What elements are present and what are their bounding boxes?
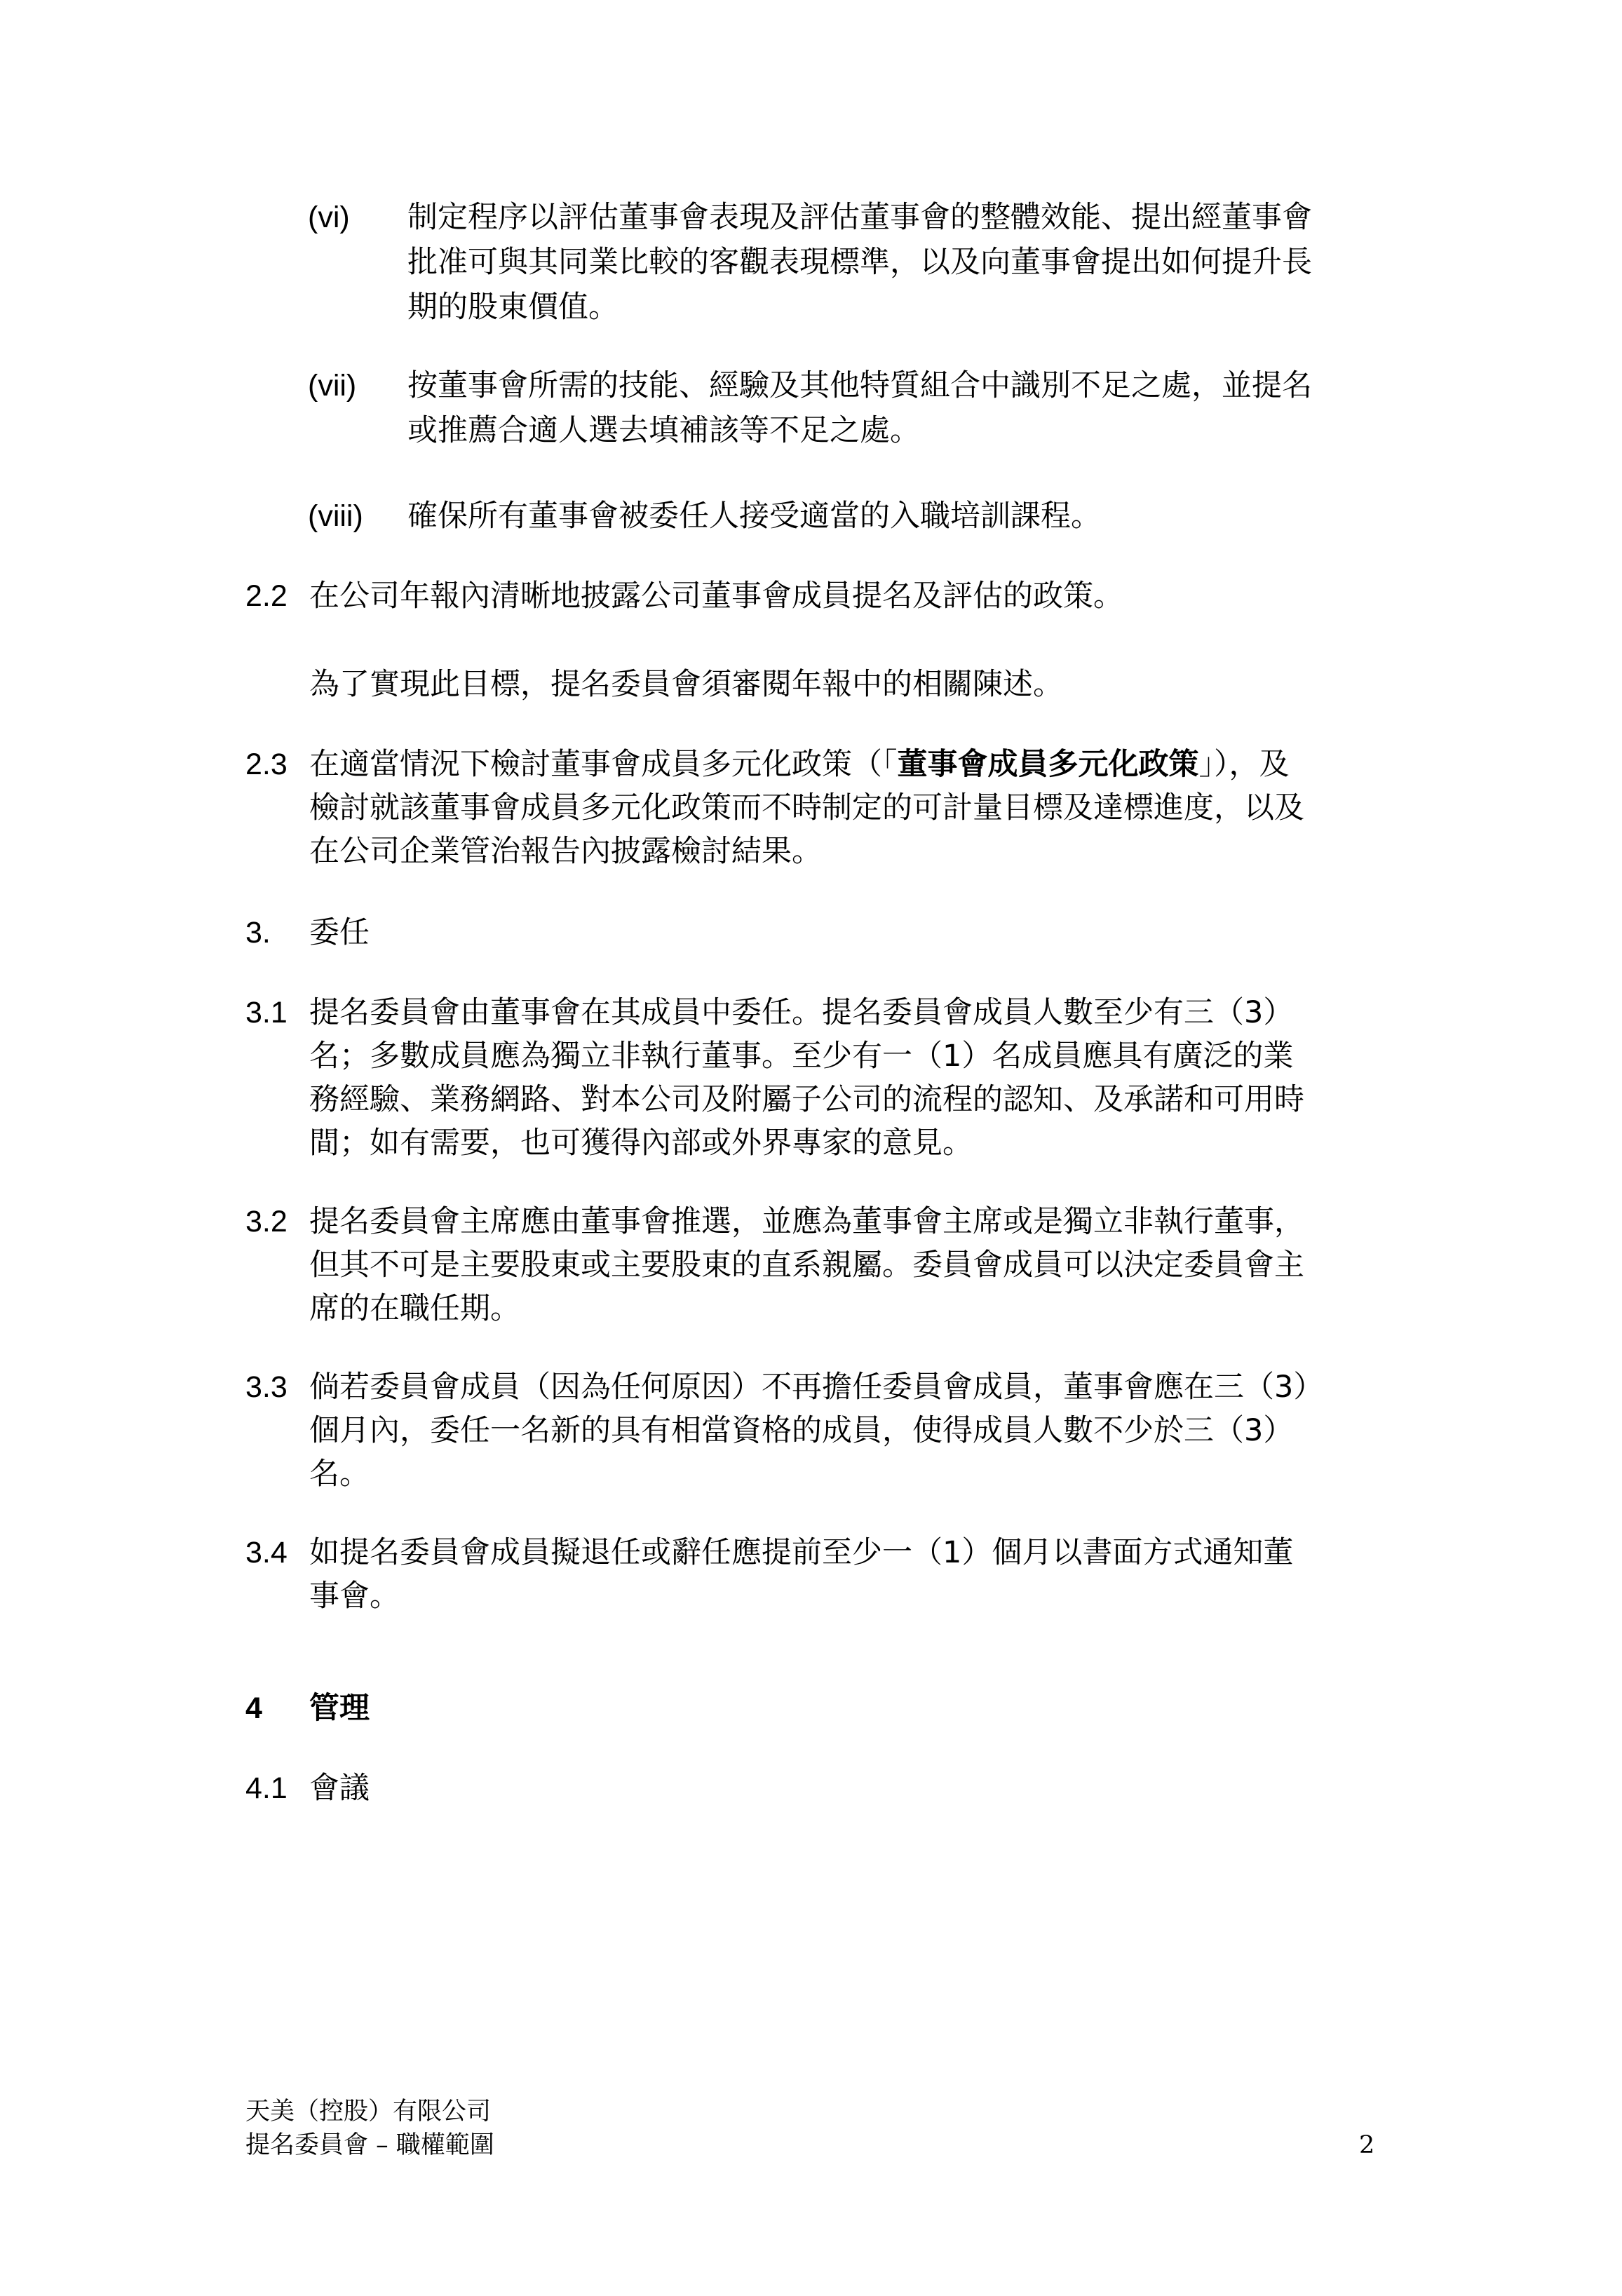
section-4-1-number: 4.1 [245, 1771, 288, 1805]
section-3-4-line-2: 事會。 [309, 1579, 400, 1614]
item-vi-line-3: 期的股東價值。 [407, 290, 619, 325]
section-3-1-line-2: 名；多數成員應為獨立非執行董事。至少有一（1）名成員應具有廣泛的業 [309, 1039, 1294, 1074]
section-3-2-line-3: 席的在職任期。 [309, 1291, 520, 1326]
section-2-3-text-a: 在適當情況下檢討董事會成員多元化政策（「 [309, 747, 898, 782]
section-3-2-number: 3.2 [245, 1205, 288, 1238]
section-3-4-line-1: 如提名委員會成員擬退任或辭任應提前至少一（1）個月以書面方式通知董 [309, 1535, 1294, 1570]
section-2-3-text-b: 」），及 [1198, 747, 1290, 782]
section-2-2-line-1: 在公司年報內清晰地披露公司董事會成員提名及評估的政策。 [309, 579, 1123, 614]
item-vii-line-2: 或推薦合適人選去填補該等不足之處。 [407, 413, 920, 448]
section-3-1-line-4: 間；如有需要，也可獲得內部或外界專家的意見。 [309, 1126, 973, 1161]
item-vii-line-1: 按董事會所需的技能、經驗及其他特質組合中識別不足之處，並提名 [407, 368, 1312, 403]
item-vi-line-1: 制定程序以評估董事會表現及評估董事會的整體效能、提出經董事會 [407, 200, 1312, 235]
section-3-3-number: 3.3 [245, 1370, 288, 1404]
item-label-vi: (vi) [308, 201, 350, 234]
section-2-3-number: 2.3 [245, 748, 288, 781]
defined-term-board-diversity-policy: 董事會成員多元化政策 [897, 747, 1199, 782]
section-3-2-line-1: 提名委員會主席應由董事會推選，並應為董事會主席或是獨立非執行董事， [309, 1204, 1304, 1239]
section-3-3-line-2: 個月內，委任一名新的具有相當資格的成員，使得成員人數不少於三（3） [309, 1413, 1294, 1448]
section-2-2-line-2: 為了實現此目標，提名委員會須審閱年報中的相關陳述。 [309, 667, 1063, 702]
section-3-3-line-1: 倘若委員會成員（因為任何原因）不再擔任委員會成員，董事會應在三（3） [309, 1370, 1324, 1405]
section-4-heading: 管理 [309, 1691, 370, 1726]
item-label-vii: (vii) [308, 369, 357, 403]
section-3-2-line-2: 但其不可是主要股東或主要股東的直系親屬。委員會成員可以決定委員會主 [309, 1248, 1304, 1283]
item-vi-line-2: 批准可與其同業比較的客觀表現標準，以及向董事會提出如何提升長 [407, 245, 1312, 280]
footer-document-title: 提名委員會 – 職權範圍 [245, 2131, 494, 2159]
section-3-3-line-3: 名。 [309, 1457, 370, 1492]
section-3-1-line-1: 提名委員會由董事會在其成員中委任。提名委員會成員人數至少有三（3） [309, 995, 1294, 1030]
section-2-3-line-1 [309, 743, 1290, 785]
footer-company-name: 天美（控股）有限公司 [245, 2098, 492, 2126]
section-3-4-number: 3.4 [245, 1536, 288, 1569]
section-3-1-line-3: 務經驗、業務網路、對本公司及附屬子公司的流程的認知、及承諾和可用時 [309, 1082, 1304, 1117]
section-4-1-heading: 會議 [309, 1771, 370, 1806]
item-viii-line-1: 確保所有董事會被委任人接受適當的入職培訓課程。 [407, 499, 1101, 534]
section-4-number: 4 [245, 1691, 262, 1725]
section-3-heading: 委任 [309, 915, 370, 950]
section-2-2-number: 2.2 [245, 579, 288, 613]
section-3-1-number: 3.1 [245, 996, 288, 1029]
item-label-viii: (viii) [308, 499, 363, 533]
section-3-number: 3. [245, 916, 271, 950]
page-number: 2 [1359, 2131, 1375, 2159]
section-2-3-line-3: 在公司企業管治報告內披露檢討結果。 [309, 834, 822, 869]
section-2-3-line-2: 檢討就該董事會成員多元化政策而不時制定的可計量目標及達標進度，以及 [309, 790, 1304, 825]
